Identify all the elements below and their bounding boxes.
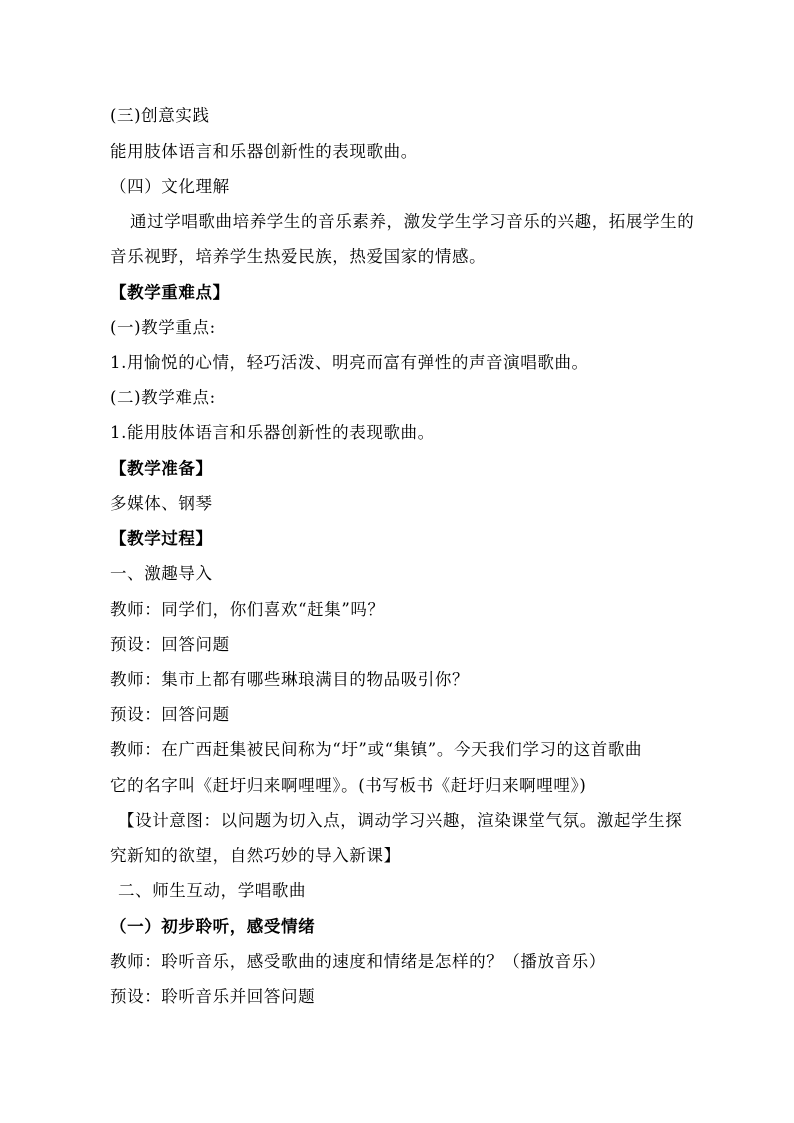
teaching-preparation-text: 多媒体、钢琴 xyxy=(110,494,213,513)
section-creative-practice-heading: (三)创意实践 xyxy=(110,106,210,125)
teaching-process-heading: 【教学过程】 xyxy=(110,529,213,548)
preset-line-2: 预设：回答问题 xyxy=(110,705,230,724)
section-cultural-understanding-heading: （四）文化理解 xyxy=(110,177,230,196)
step-one-heading: 一、激趣导入 xyxy=(110,564,213,583)
design-intent-2: 究新知的欲望，自然巧妙的导入新课】 xyxy=(110,846,401,865)
creative-practice-text: 能用肢体语言和乐器创新性的表现歌曲。 xyxy=(110,142,418,161)
teacher-line-3: 教师：在广西赶集被民间称为“圩”或“集镇”。今天我们学习的这首歌曲 xyxy=(110,740,643,759)
key-points-subheading: (一)教学重点: xyxy=(110,318,216,337)
cultural-understanding-text-2: 音乐视野，培养学生热爱民族，热爱国家的情感。 xyxy=(110,247,487,266)
preset-line-3: 预设：聆听音乐并回答问题 xyxy=(110,987,316,1006)
difficult-points-subheading: (二)教学难点: xyxy=(110,388,216,407)
first-listening-heading: （一）初步聆听，感受情绪 xyxy=(110,917,316,936)
preset-line-1: 预设：回答问题 xyxy=(110,635,230,654)
key-point-1: 1.用愉悦的心情，轻巧活泼、明亮而富有弹性的声音演唱歌曲。 xyxy=(110,353,589,372)
teacher-line-2: 教师：集市上都有哪些琳琅满目的物品吸引你？ xyxy=(110,670,470,689)
cultural-understanding-text-1: 通过学唱歌曲培养学生的音乐素养，激发学生学习音乐的兴趣，拓展学生的 xyxy=(130,212,695,231)
design-intent-1: 【设计意图：以问题为切入点，调动学习兴趣，渲染课堂气氛。激起学生探 xyxy=(118,811,683,830)
key-difficult-points-heading: 【教学重难点】 xyxy=(110,283,230,302)
teacher-line-1: 教师：同学们，你们喜欢“赶集”吗？ xyxy=(110,600,385,619)
difficult-point-1: 1.能用肢体语言和乐器创新性的表现歌曲。 xyxy=(110,423,435,442)
teaching-preparation-heading: 【教学准备】 xyxy=(110,459,213,478)
step-two-heading: 二、师生互动，学唱歌曲 xyxy=(118,881,307,900)
teacher-line-3-cont: 它的名字叫《赶圩归来啊哩哩》。(书写板书《赶圩归来啊哩哩》) xyxy=(110,776,587,795)
teacher-line-4: 教师：聆听音乐，感受歌曲的速度和情绪是怎样的？（播放音乐） xyxy=(110,952,606,971)
